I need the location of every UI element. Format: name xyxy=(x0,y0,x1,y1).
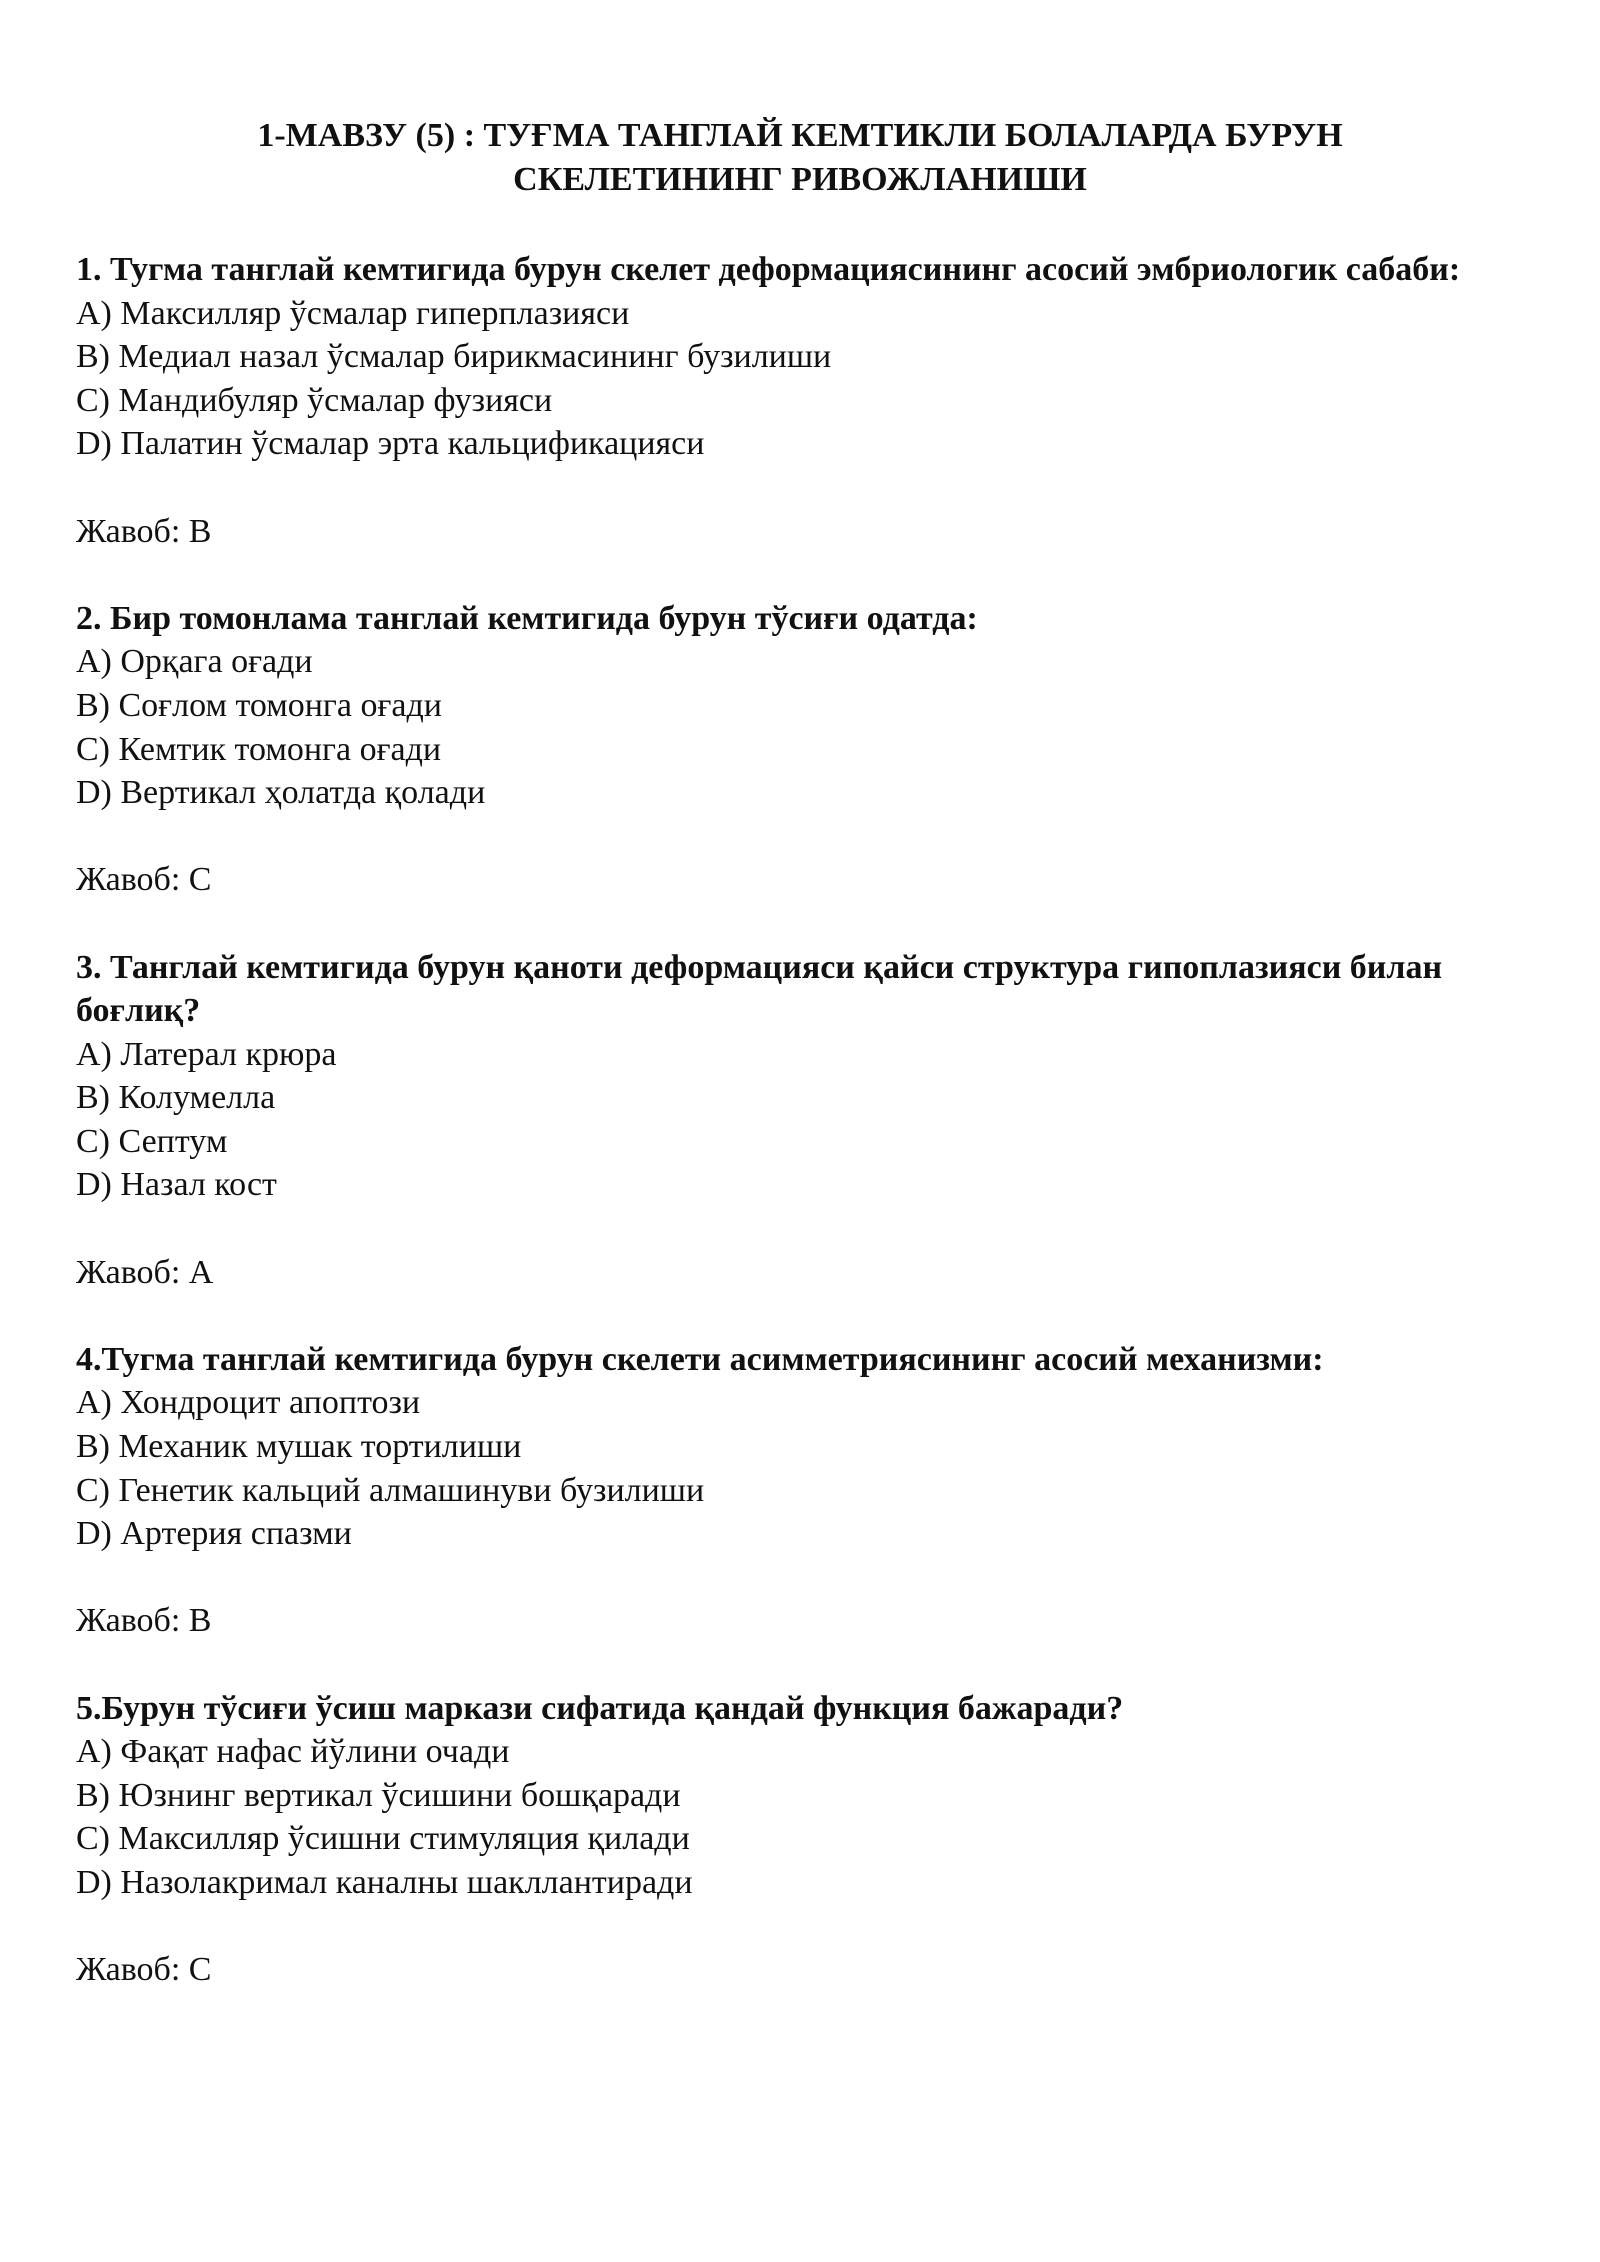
option-d: D) Вертикал ҳолатда қолади xyxy=(76,774,486,812)
option-c: C) Мандибуляр ўсмалар фузияси xyxy=(76,381,553,419)
option-a: A) Орқага оғади xyxy=(76,643,313,681)
option-b: B) Юзнинг вертикал ўсишини бошқаради xyxy=(76,1776,681,1814)
options-list xyxy=(76,292,1526,466)
option-d: D) Артерия спазми xyxy=(76,1515,352,1553)
question-text: 4.Тугма танглай кемтигида бурун скелети асимметриясининг асосий механизми: xyxy=(76,1340,1324,1378)
option-d: D) Назал кост xyxy=(76,1166,277,1204)
options-list xyxy=(76,1033,1526,1207)
answer-line: Жавоб: A xyxy=(76,1253,214,1291)
option-a: A) Фақат нафас йўлини очади xyxy=(76,1733,510,1771)
options-list xyxy=(76,1381,1526,1555)
question-text: 1. Тугма танглай кемтигида бурун скелет деформациясининг асосий эмбриологик сабаби: xyxy=(76,251,1461,288)
question-4 xyxy=(76,1338,1526,1643)
answer-line: Жавоб: B xyxy=(76,512,212,550)
question-text: 5.Бурун тўсиғи ўсиш маркази сифатида қандай функция бажаради? xyxy=(76,1689,1124,1727)
options-list xyxy=(76,1730,1526,1904)
answer-line: Жавоб: C xyxy=(76,1951,212,1989)
questions-list xyxy=(76,248,1526,2035)
option-b: B) Колумелла xyxy=(76,1079,276,1117)
option-a: A) Максилляр ўсмалар гиперплазияси xyxy=(76,294,630,332)
question-1 xyxy=(76,248,1526,553)
option-c: C) Генетик кальций алмашинуви бузилиши xyxy=(76,1471,705,1509)
answer-line: Жавоб: C xyxy=(76,861,212,899)
option-c: C) Максилляр ўсишни стимуляция қилади xyxy=(76,1820,690,1858)
option-b: B) Медиал назал ўсмалар бирикмасининг бузилиши xyxy=(76,338,832,376)
option-d: D) Назолакримал каналны шакллантиради xyxy=(76,1863,693,1901)
options-list xyxy=(76,640,1526,814)
page-title xyxy=(150,114,1450,202)
title-line-1: 1-МАВЗУ (5) : ТУҒМА ТАНГЛАЙ КЕМТИКЛИ БОЛАЛАРДА БУРУН xyxy=(257,117,1343,154)
answer-line: Жавоб: B xyxy=(76,1602,212,1640)
question-text: 3. Танглай кемтигида бурун қаноти деформацияси қайси структура гипоплазияси билан боғлиқ? xyxy=(76,948,1443,1030)
option-a: A) Латерал крюра xyxy=(76,1035,337,1073)
question-2 xyxy=(76,597,1526,902)
question-text: 2. Бир томонлама танглай кемтигида бурун тўсиғи одатда: xyxy=(76,599,978,637)
option-c: C) Септум xyxy=(76,1122,228,1160)
option-a: A) Хондроцит апоптози xyxy=(76,1384,421,1422)
option-d: D) Палатин ўсмалар эрта кальцификацияси xyxy=(76,425,705,463)
question-3 xyxy=(76,946,1526,1295)
option-b: B) Соғлом томонга оғади xyxy=(76,686,442,724)
title-line-2: СКЕЛЕТИНИНГ РИВОЖЛАНИШИ xyxy=(513,161,1087,198)
question-5 xyxy=(76,1687,1526,1992)
option-c: C) Кемтик томонга оғади xyxy=(76,730,442,768)
option-b: B) Механик мушак тортилиши xyxy=(76,1428,522,1466)
